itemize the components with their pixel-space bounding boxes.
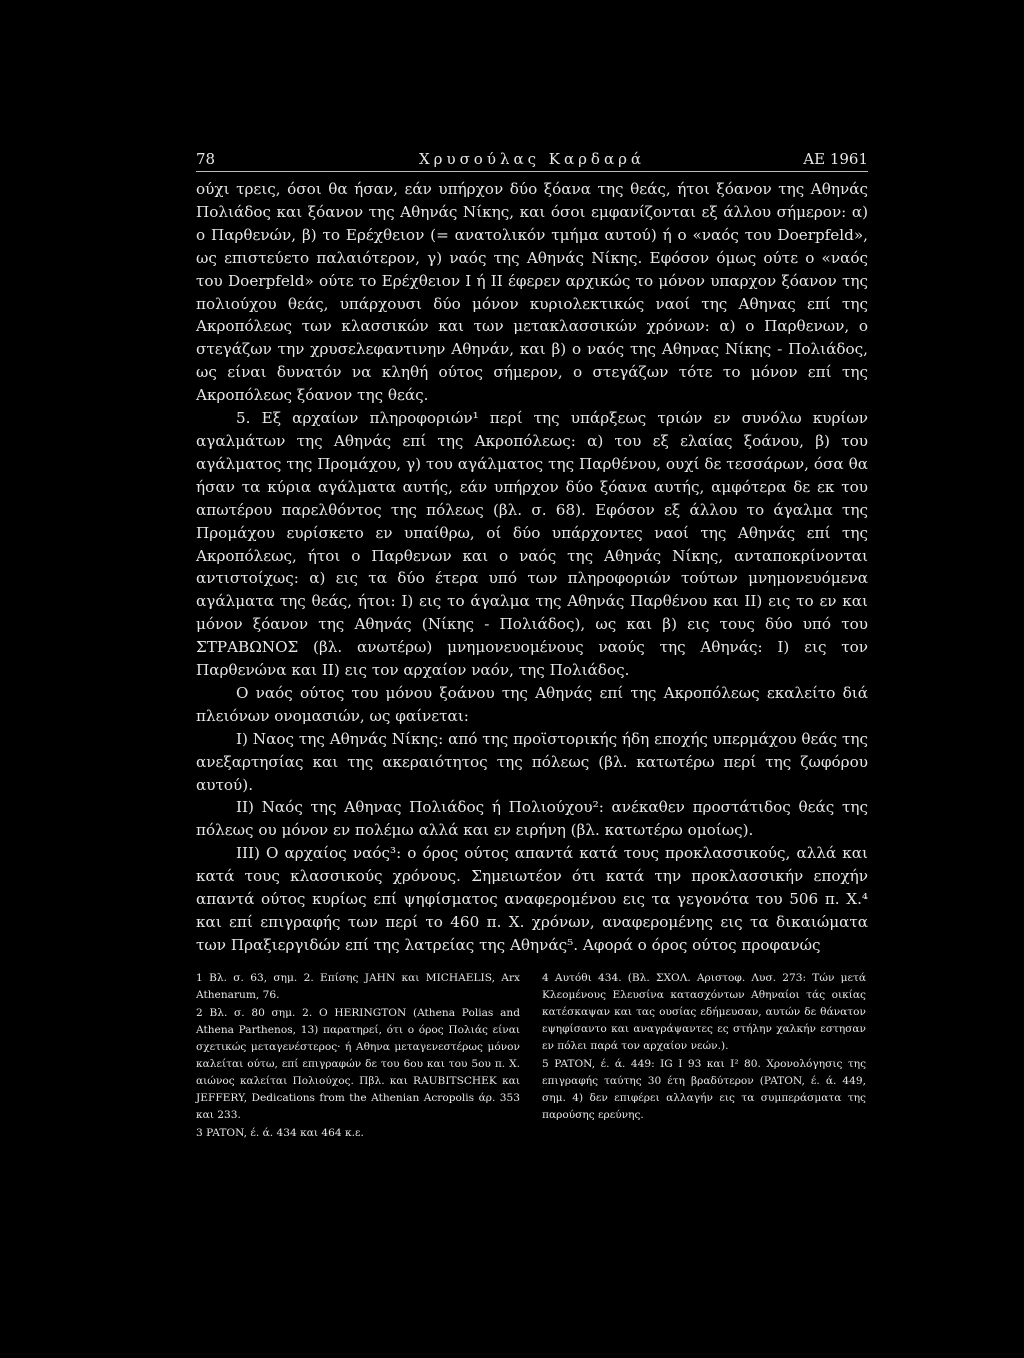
running-head xyxy=(196,148,868,170)
paragraph: ούχι τρεις, όσοι θα ήσαν, εάν υπήρχον δύο ξόανα της θεάς, ήτοι ξόανον της Αθηνάς Πολιάδος και ξόανον της Αθηνάς Νίκης, και όσοι εμφανίζονται εξ άλλου σήμερον: α) ο Παρθενών, β) το Ερέχθειον (= ανατολικόν τμήμα αυτού) ή ο «ναός του Doerpfeld», ως επιστεύετο παλαιότερον, γ) ναός της Αθηνάς Νίκης. Εφόσον όμως ούτε ο «ναός του Doerpfeld» ούτε το Ερέχθειον I ή II έφερεν αρχικώς το μόνον υπαρχον ξόανον της πολιούχου θεάς, υπάρχουσι δύο μόνον κυριολεκτικώς ναοί της Αθηνας επί της Ακροπόλεως των κλασσικών και των μετακλασσικών χρόνων: α) ο Παρθενων, ο στεγάζων την χρυσελεφαντινην Αθηνάν, και β) ο ναός της Αθηνας Νίκης - Πολιάδος, ως είναι δυνατόν να κληθή ούτος σήμερον, ο στεγάζων τότε το μόνον επί της Ακροπόλεως ξόανον της θεάς. xyxy=(196,180,868,405)
paragraph: II) Ναός της Αθηνας Πολιάδος ή Πολιούχου²: ανέκαθεν προστάτιδος θεάς της πόλεως ου μόνον εν πολέμω αλλά και εν ειρήνη (βλ. κατωτέρω ομοίως). xyxy=(196,798,868,840)
journal-reference: ΑΕ 1961 xyxy=(803,150,868,168)
main-text xyxy=(196,178,868,954)
page-number: 78 xyxy=(196,150,216,168)
footnote: 4 Αυτόθι 434. (Βλ. ΣΧΟΛ. Αριστοφ. Λυσ. 273: Τών μετά Κλεομένους Ελευσίνα κατασχόντων Αθηναίοι τάς οικίας κατέσκαψαν και τας ουσίας εδήμευσαν, αυτών δε θάνατον εψηφίσαντο και αναγράψαντες ες στήλην χαλκήν εστησαν εν πόλει παρά τον αρχαίον νεών.). xyxy=(542,972,866,1052)
paragraph: I) Ναος της Αθηνάς Νίκης: από της προϊστορικής ήδη εποχής υπερμάχου θεάς της ανεξαρτησίας και της ακεραιότητος της πόλεως (βλ. κατωτέρω περί της ζωφόρου αυτού). xyxy=(196,729,868,794)
footnote: 5 PATON, έ. ά. 449: IG I 93 και I² 80. Χρονολόγησις της επιγραφής ταύτης 30 έτη βραδύτερον (PATON, έ. ά. 449, σημ. 4) δεν επιφέρει αλλαγήν εις τα συμπεράσματα της παρούσης ερεύνης. xyxy=(542,1058,866,1121)
footnote: 3 PATON, έ. ά. 434 και 464 κ.ε. xyxy=(196,1127,364,1139)
footnotes-right-column xyxy=(542,970,866,1125)
running-title: Χρυσούλας Καρδαρά xyxy=(418,150,646,168)
header-rule xyxy=(196,171,868,172)
footnotes-left-column xyxy=(196,970,520,1143)
footnote: 2 Βλ. σ. 80 σημ. 2. Ο HERINGTON (Athena Polias and Athena Parthenos, 13) παρατηρεί, ότι ο όρος Πολιάς είναι σχετικώς μεταγενέστερος· ή Αθηνα μεταγενεστέρως μόνον καλείται ούτω, επί επιγραφών δε του 6ου και του 5ου π. Χ. αιώνος καλείται Πολιούχος. Πβλ. και RAUBITSCHEK και JEFFERY, Dedications from the Athenian Acropolis άρ. 353 και 233. xyxy=(196,1007,520,1121)
paragraph: 5. Εξ αρχαίων πληροφοριών¹ περί της υπάρξεως τριών εν συνόλω κυρίων αγαλμάτων της Αθηνάς επί της Ακροπόλεως: α) του εξ ελαίας ξοάνου, β) του αγάλματος της Προμάχου, γ) του αγάλματος της Παρθένου, ουχί δε τεσσάρων, όσα θα ήσαν τα κύρια αγάλματα αυτής, εάν υπήρχον δύο ξόανα αυτής, αμφότερα δε εκ του απωτέρου παρελθόντος της πόλεως (βλ. σ. 68). Εφόσον εξ άλλου το άγαλμα της Προμάχου ευρίσκετο εν υπαίθρω, οί δύο υπάρχοντες ναοί της Αθηνάς επί της Ακροπόλεως, ήτοι ο Παρθενων και ο ναός της Αθηνάς Νίκης, ανταποκρίνονται αντιστοίχως: α) εις τα δύο έτερα υπό των πληροφοριών τούτων μνημονευόμενα αγάλματα της θεάς, ήτοι: I) εις το άγαλμα της Αθηνάς Παρθένου και II) εις το εν και μόνον ξόανον της Αθηνάς (Νίκης - Πολιάδος), ως και β) εις τους δύο υπό του ΣΤΡΑΒΩΝΟΣ (βλ. ανωτέρω) μνημονευομένους ναούς της Αθηνάς: I) εις τον Παρθενώνα και II) εις τον αρχαίον ναόν, της Πολιάδος. xyxy=(196,409,868,680)
paragraph: III) Ο αρχαίος ναός³: ο όρος ούτος απαντά κατά τους προκλασσικούς, αλλά και κατά τους κλασσικούς χρόνους. Σημειωτέον ότι κατά την προκλασσικήν εποχήν απαντά ούτος κυρίως επί ψηφίσματος αναφερομένου εις τα γεγονότα του 506 π. Χ.⁴ και επί επιγραφής των περί το 460 π. Χ. χρόνων, αναφερομένης εις τα δικαιώματα των Πραξιεργιδών επί της λατρείας της Αθηνάς⁵. Αφορά ο όρος ούτος προφανώς xyxy=(196,844,868,954)
footnote: 1 Βλ. σ. 63, σημ. 2. Επίσης JAHN και MICHAELIS, Arx Athenarum, 76. xyxy=(196,972,520,1001)
paragraph: Ο ναός ούτος του μόνου ξοάνου της Αθηνάς επί της Ακροπόλεως εκαλείτο διά πλειόνων ονομασιών, ως φαίνεται: xyxy=(196,683,868,725)
